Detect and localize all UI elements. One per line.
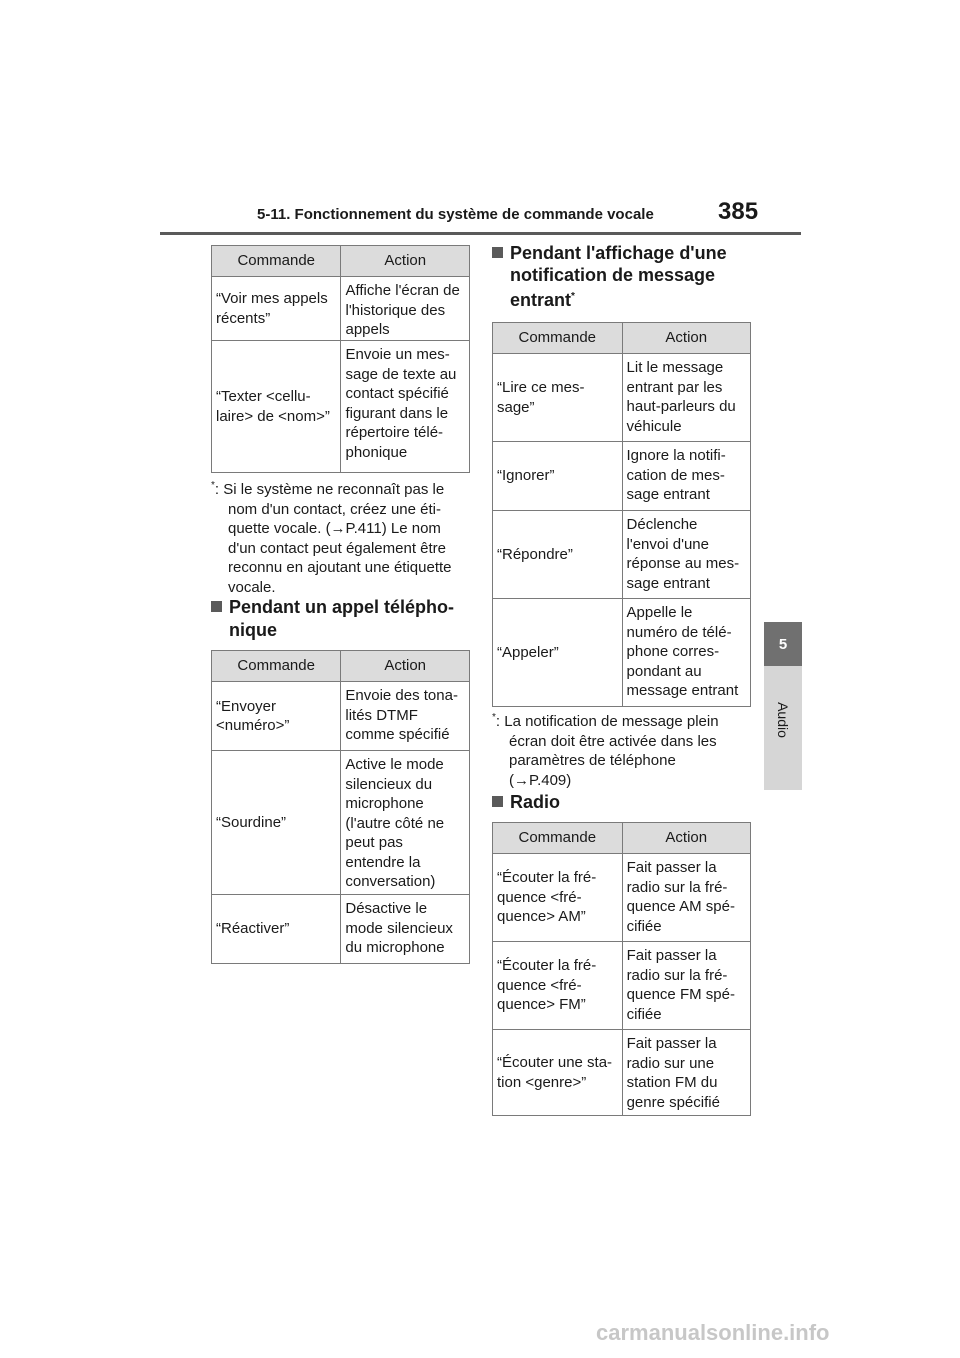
- action-line: silencieux du: [345, 775, 433, 793]
- action-line: quence FM spé-: [626, 986, 735, 1003]
- command-cell: [212, 341, 341, 473]
- action-line: appels: [345, 321, 390, 338]
- action-cell: [622, 854, 750, 942]
- action-line: figurant dans le: [345, 404, 449, 422]
- action-line: sage entrant: [626, 486, 710, 503]
- command-line: quence> AM”: [497, 908, 586, 926]
- action-cell: [622, 942, 750, 1030]
- table-row: [212, 895, 470, 964]
- section-heading-radio: Radio: [492, 791, 754, 814]
- command-line: “Écouter la fré-: [497, 869, 597, 887]
- action-line: entrant par les: [626, 378, 723, 396]
- action-line: mode silencieux: [345, 919, 453, 937]
- action-cell: [341, 751, 470, 895]
- action-cell: [341, 341, 470, 473]
- action-cell: [341, 682, 470, 751]
- table-header-action: Action: [622, 323, 750, 354]
- action-line: radio sur la fré-: [626, 878, 728, 896]
- command-line: “Lire ce mes-: [497, 379, 585, 396]
- action-line: quence AM spé-: [626, 898, 735, 915]
- action-line: Envoie un mes-: [345, 346, 450, 363]
- table-header-command: Commande: [493, 323, 623, 354]
- table-row: [212, 277, 470, 341]
- table-row: [212, 682, 470, 751]
- section-heading-incoming-message: Pendant l'affichage d'une notification de message entrant*: [492, 242, 754, 311]
- table-row: [493, 442, 751, 511]
- table-header-command: Commande: [212, 651, 341, 682]
- action-line: contact spécifié: [345, 385, 449, 402]
- action-line: sage entrant: [626, 574, 710, 592]
- action-line: (l'autre côté ne: [345, 814, 445, 832]
- action-line: radio sur la fré-: [626, 966, 728, 984]
- action-line: conversation): [345, 873, 436, 890]
- command-line: “Écouter une sta-: [497, 1054, 613, 1071]
- table-row: [493, 854, 751, 942]
- table-header-command: Commande: [493, 823, 623, 854]
- action-line: cifiée: [626, 1005, 662, 1023]
- action-line: Active le mode: [345, 756, 444, 773]
- action-line: Affiche l'écran de: [345, 282, 460, 299]
- action-cell: [341, 277, 470, 341]
- header-rule: [160, 232, 801, 235]
- command-line: “Sourdine”: [216, 813, 287, 831]
- action-cell: [622, 354, 750, 442]
- action-line: Désactive le: [345, 900, 428, 917]
- table-header-action: Action: [341, 651, 470, 682]
- footnote-notification: *: La notification de message plein écran doit être activée dans les paramètres de téléphone (→P.409): [492, 712, 719, 789]
- table-header-command: Commande: [212, 246, 341, 277]
- command-cell: [212, 277, 341, 341]
- command-line: récents”: [216, 309, 271, 327]
- command-line: quence <fré-: [497, 976, 582, 994]
- table-row: [493, 599, 751, 707]
- section-heading-phone-call: Pendant un appel télépho- nique: [211, 596, 473, 642]
- action-line: Lit le message: [626, 359, 724, 376]
- bullet-square-icon: [492, 247, 503, 258]
- command-cell: [212, 895, 341, 964]
- command-cell: [493, 442, 623, 511]
- action-line: l'envoi d'une: [626, 535, 709, 553]
- action-line: genre spécifié: [626, 1093, 720, 1111]
- watermark: carmanualsonline.info: [596, 1320, 830, 1345]
- action-line: message entrant: [626, 682, 739, 699]
- action-line: cifiée: [626, 917, 662, 935]
- command-line: “Envoyer: [216, 697, 277, 715]
- command-line: sage”: [497, 398, 535, 416]
- table-row: [493, 1030, 751, 1116]
- table-header-action: Action: [341, 246, 470, 277]
- action-line: numéro de télé-: [626, 623, 732, 641]
- table-row: [212, 751, 470, 895]
- action-line: lités DTMF: [345, 706, 418, 724]
- action-line: Fait passer la: [626, 859, 717, 876]
- action-cell: [622, 511, 750, 599]
- page-number: 385: [718, 198, 759, 225]
- action-line: haut-parleurs du: [626, 398, 736, 415]
- action-line: sage de texte au: [345, 365, 457, 383]
- action-line: microphone: [345, 795, 424, 812]
- table-row: [493, 354, 751, 442]
- action-line: Appelle le: [626, 604, 693, 621]
- command-line: “Appeler”: [497, 643, 559, 661]
- command-cell: [493, 942, 623, 1030]
- command-line: “Répondre”: [497, 545, 573, 563]
- action-line: véhicule: [626, 417, 682, 435]
- action-cell: [622, 442, 750, 511]
- action-line: répertoire télé-: [345, 424, 444, 441]
- command-line: laire> de <nom>”: [216, 407, 330, 425]
- action-line: station FM du: [626, 1074, 718, 1091]
- action-line: phonique: [345, 443, 408, 461]
- action-line: l'historique des: [345, 301, 446, 319]
- action-cell: [341, 895, 470, 964]
- command-cell: [493, 1030, 623, 1116]
- command-line: “Voir mes appels: [216, 290, 328, 307]
- command-cell: [493, 354, 623, 442]
- command-line: “Texter <cellu-: [216, 388, 311, 405]
- radio-commands-table: [492, 822, 751, 1116]
- table-row: [493, 942, 751, 1030]
- bullet-square-icon: [492, 796, 503, 807]
- command-line: quence> FM”: [497, 996, 586, 1014]
- action-line: phone corres-: [626, 643, 720, 660]
- table-row: [493, 511, 751, 599]
- action-line: peut pas: [345, 834, 403, 851]
- phone-commands-table: [211, 245, 470, 473]
- action-line: entendre la: [345, 853, 421, 871]
- action-cell: [622, 1030, 750, 1116]
- action-line: radio sur une: [626, 1054, 715, 1072]
- command-cell: [493, 511, 623, 599]
- command-cell: [493, 854, 623, 942]
- bullet-square-icon: [211, 601, 222, 612]
- action-line: Fait passer la: [626, 1035, 717, 1052]
- chapter-tab-label: Audio: [775, 702, 791, 738]
- action-line: réponse au mes-: [626, 555, 740, 572]
- command-cell: [212, 751, 341, 895]
- action-line: Fait passer la: [626, 947, 717, 964]
- chapter-tab-number: 5: [764, 622, 802, 666]
- action-cell: [622, 599, 750, 707]
- page-header-title: 5-11. Fonctionnement du système de commande vocale: [257, 206, 654, 223]
- action-line: Ignore la notifi-: [626, 447, 726, 464]
- table-header-action: Action: [622, 823, 750, 854]
- table-row: [212, 341, 470, 473]
- command-cell: [493, 599, 623, 707]
- action-line: du microphone: [345, 939, 445, 956]
- action-line: cation de mes-: [626, 466, 725, 484]
- footnote-contact: *: Si le système ne reconnaît pas le nom d'un contact, créez une éti- quette vocale. (→P.411) Le nom d'un contact peut également être reconnu en ajoutant une étiquette vocale.: [211, 480, 452, 596]
- action-line: pondant au: [626, 662, 702, 680]
- command-line: “Ignorer”: [497, 467, 555, 485]
- incoming-message-commands-table: [492, 322, 751, 707]
- command-line: <numéro>”: [216, 717, 290, 734]
- action-line: Envoie des tona-: [345, 687, 458, 704]
- command-line: tion <genre>”: [497, 1073, 587, 1091]
- phone-call-commands-table: [211, 650, 470, 964]
- command-line: “Réactiver”: [216, 920, 290, 938]
- command-cell: [212, 682, 341, 751]
- action-line: comme spécifié: [345, 726, 450, 743]
- command-line: “Écouter la fré-: [497, 957, 597, 975]
- command-line: quence <fré-: [497, 888, 582, 906]
- action-line: Déclenche: [626, 516, 698, 533]
